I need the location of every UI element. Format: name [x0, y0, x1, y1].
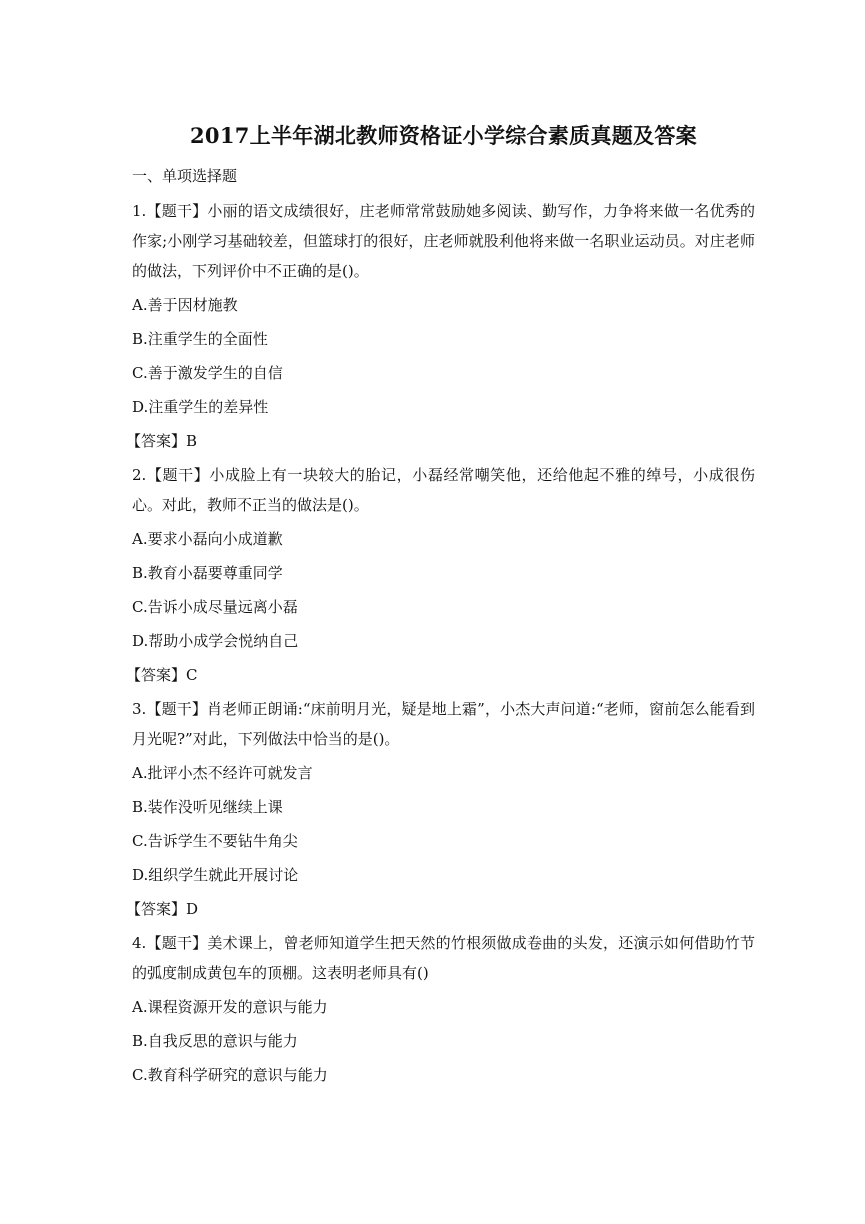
question-2 [126, 460, 755, 690]
question-4 [132, 928, 755, 1090]
option-d: D.注重学生的差异性 [132, 398, 269, 416]
question-stem: 2.【题干】小成脸上有一块较大的胎记，小磊经常嘲笑他，还给他起不雅的绰号，小成很伤心。对此，教师不正当的做法是()。 [132, 466, 755, 514]
option-c: C.善于激发学生的自信 [132, 364, 283, 382]
question-stem: 1.【题干】小丽的语文成绩很好，庄老师常常鼓励她多阅读、勤写作，力争将来做一名优秀的作家;小刚学习基础较差，但篮球打的很好，庄老师就股利他将来做一名职业运动员。对庄老师的做法，下列评价中不正确的是()。 [132, 202, 755, 280]
document-title: 2017上半年湖北教师资格证小学综合素质真题及答案 [190, 123, 697, 148]
section-heading: 一、单项选择题 [132, 167, 238, 185]
answer: 【答案】D [126, 900, 199, 918]
question-stem: 4.【题干】美术课上，曾老师知道学生把天然的竹根须做成卷曲的头发，还演示如何借助竹节的弧度制成黄包车的顶棚。这表明老师具有() [132, 934, 755, 982]
option-b: B.自我反思的意识与能力 [132, 1032, 298, 1050]
question-3 [126, 694, 755, 924]
option-c: C.告诉小成尽量远离小磊 [132, 598, 298, 616]
option-a: A.要求小磊向小成道歉 [132, 530, 283, 548]
option-a: A.善于因材施教 [132, 296, 238, 314]
option-c: C.告诉学生不要钻牛角尖 [132, 832, 298, 850]
answer: 【答案】C [126, 666, 198, 684]
option-c: C.教育科学研究的意识与能力 [132, 1066, 328, 1084]
question-1 [126, 196, 755, 456]
option-a: A.课程资源开发的意识与能力 [132, 998, 328, 1016]
option-b: B.注重学生的全面性 [132, 330, 268, 348]
option-d: D.帮助小成学会悦纳自己 [132, 632, 299, 650]
option-d: D.组织学生就此开展讨论 [132, 866, 299, 884]
option-b: B.装作没听见继续上课 [132, 798, 283, 816]
option-b: B.教育小磊要尊重同学 [132, 564, 283, 582]
question-stem: 3.【题干】肖老师正朗诵:“床前明月光，疑是地上霜”，小杰大声问道:“老师，窗前怎么能看到月光呢?”对此，下列做法中恰当的是()。 [132, 700, 755, 748]
answer: 【答案】B [126, 432, 198, 450]
option-a: A.批评小杰不经许可就发言 [132, 764, 313, 782]
